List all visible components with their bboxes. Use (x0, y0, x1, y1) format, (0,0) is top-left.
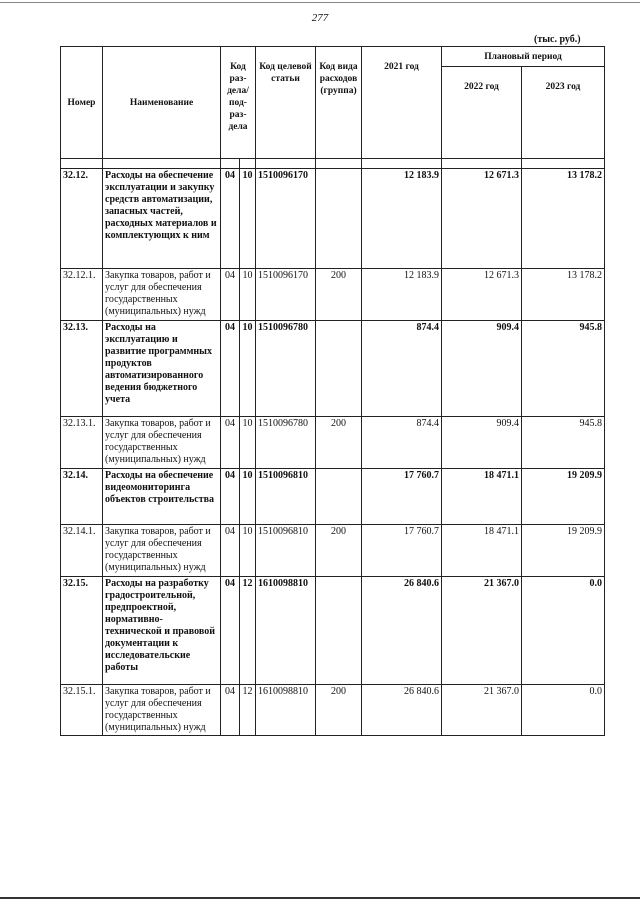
row-value-2023: 945.8 (522, 417, 605, 469)
row-name: Закупка товаров, работ и услуг для обеспечения государственных (муниципальных) нужд (103, 269, 221, 321)
row-section: 04 (221, 685, 240, 736)
row-value-2021: 17 760.7 (362, 525, 442, 577)
row-value-2023: 19 209.9 (522, 469, 605, 525)
table-row (61, 685, 605, 736)
row-value-2022: 21 367.0 (442, 577, 522, 685)
row-target-code: 1510096780 (256, 321, 316, 417)
row-name: Закупка товаров, работ и услуг для обеспечения государственных (муниципальных) нужд (103, 417, 221, 469)
row-section: 04 (221, 321, 240, 417)
row-value-2021: 874.4 (362, 321, 442, 417)
header-name: Наименование (103, 47, 221, 159)
row-name: Расходы на обеспечение видеомониторинга объектов строительства (103, 469, 221, 525)
row-name: Расходы на эксплуатацию и развитие программных продуктов автоматизированного ведения бюджетного учета (103, 321, 221, 417)
row-expense-code: 200 (316, 417, 362, 469)
row-expense-code: 200 (316, 525, 362, 577)
budget-table (60, 46, 605, 736)
row-subsection: 12 (240, 685, 256, 736)
row-number: 32.14. (61, 469, 103, 525)
row-value-2023: 13 178.2 (522, 269, 605, 321)
row-value-2021: 874.4 (362, 417, 442, 469)
row-section: 04 (221, 577, 240, 685)
top-edge-line (0, 2, 640, 3)
page-number: 277 (311, 12, 329, 24)
bottom-edge-line (0, 897, 640, 899)
header-section-code: Код раз-дела/ под-раз-дела (221, 47, 256, 159)
row-value-2021: 17 760.7 (362, 469, 442, 525)
row-target-code: 1510096170 (256, 169, 316, 269)
row-subsection: 12 (240, 577, 256, 685)
row-number: 32.13. (61, 321, 103, 417)
row-number: 32.12.1. (61, 269, 103, 321)
table-row (61, 469, 605, 525)
row-expense-code (316, 321, 362, 417)
row-value-2021: 26 840.6 (362, 577, 442, 685)
row-value-2021: 26 840.6 (362, 685, 442, 736)
row-subsection: 10 (240, 169, 256, 269)
row-target-code: 1510096170 (256, 269, 316, 321)
row-value-2023: 0.0 (522, 685, 605, 736)
row-target-code: 1510096780 (256, 417, 316, 469)
row-subsection: 10 (240, 417, 256, 469)
row-value-2023: 13 178.2 (522, 169, 605, 269)
table-row (61, 577, 605, 685)
row-section: 04 (221, 417, 240, 469)
units-label: (тыс. руб.) (534, 34, 581, 45)
row-value-2021: 12 183.9 (362, 269, 442, 321)
row-number: 32.12. (61, 169, 103, 269)
row-value-2023: 0.0 (522, 577, 605, 685)
row-name: Закупка товаров, работ и услуг для обеспечения государственных (муниципальных) нужд (103, 525, 221, 577)
table-body (61, 169, 605, 736)
row-section: 04 (221, 169, 240, 269)
row-name: Закупка товаров, работ и услуг для обеспечения государственных (муниципальных) нужд (103, 685, 221, 736)
row-target-code: 1610098810 (256, 685, 316, 736)
row-expense-code (316, 469, 362, 525)
row-subsection: 10 (240, 469, 256, 525)
table-row (61, 417, 605, 469)
row-value-2021: 12 183.9 (362, 169, 442, 269)
row-subsection: 10 (240, 525, 256, 577)
row-target-code: 1510096810 (256, 525, 316, 577)
header-year-2023: 2023 год (522, 67, 605, 159)
row-expense-code (316, 169, 362, 269)
table-row (61, 321, 605, 417)
row-section: 04 (221, 525, 240, 577)
row-number: 32.15.1. (61, 685, 103, 736)
row-section: 04 (221, 269, 240, 321)
row-number: 32.15. (61, 577, 103, 685)
row-subsection: 10 (240, 269, 256, 321)
row-name: Расходы на обеспечение эксплуатации и закупку средств автоматизации, запасных частей, расходных материалов и комплектующих к ним (103, 169, 221, 269)
row-expense-code: 200 (316, 685, 362, 736)
table-row (61, 269, 605, 321)
row-section: 04 (221, 469, 240, 525)
header-expense-code: Код вида расходов (группа) (316, 47, 362, 159)
row-value-2023: 19 209.9 (522, 525, 605, 577)
row-value-2022: 12 671.3 (442, 169, 522, 269)
header-year-2021: 2021 год (362, 47, 442, 159)
row-number: 32.13.1. (61, 417, 103, 469)
row-value-2022: 18 471.1 (442, 469, 522, 525)
header-target-code: Код целевой статьи (256, 47, 316, 159)
row-expense-code (316, 577, 362, 685)
row-target-code: 1510096810 (256, 469, 316, 525)
row-value-2022: 909.4 (442, 417, 522, 469)
table-row (61, 525, 605, 577)
row-name: Расходы на разработку градостроительной, предпроектной, нормативно-технической и правовой документации к исследовательские работы (103, 577, 221, 685)
row-value-2022: 12 671.3 (442, 269, 522, 321)
header-plan-period: Плановый период (442, 47, 605, 67)
row-subsection: 10 (240, 321, 256, 417)
header-year-2022: 2022 год (442, 67, 522, 159)
row-value-2023: 945.8 (522, 321, 605, 417)
row-value-2022: 18 471.1 (442, 525, 522, 577)
row-expense-code: 200 (316, 269, 362, 321)
row-number: 32.14.1. (61, 525, 103, 577)
row-target-code: 1610098810 (256, 577, 316, 685)
row-value-2022: 21 367.0 (442, 685, 522, 736)
table-header (61, 47, 605, 169)
row-value-2022: 909.4 (442, 321, 522, 417)
table-row (61, 169, 605, 269)
header-number: Номер (61, 47, 103, 159)
